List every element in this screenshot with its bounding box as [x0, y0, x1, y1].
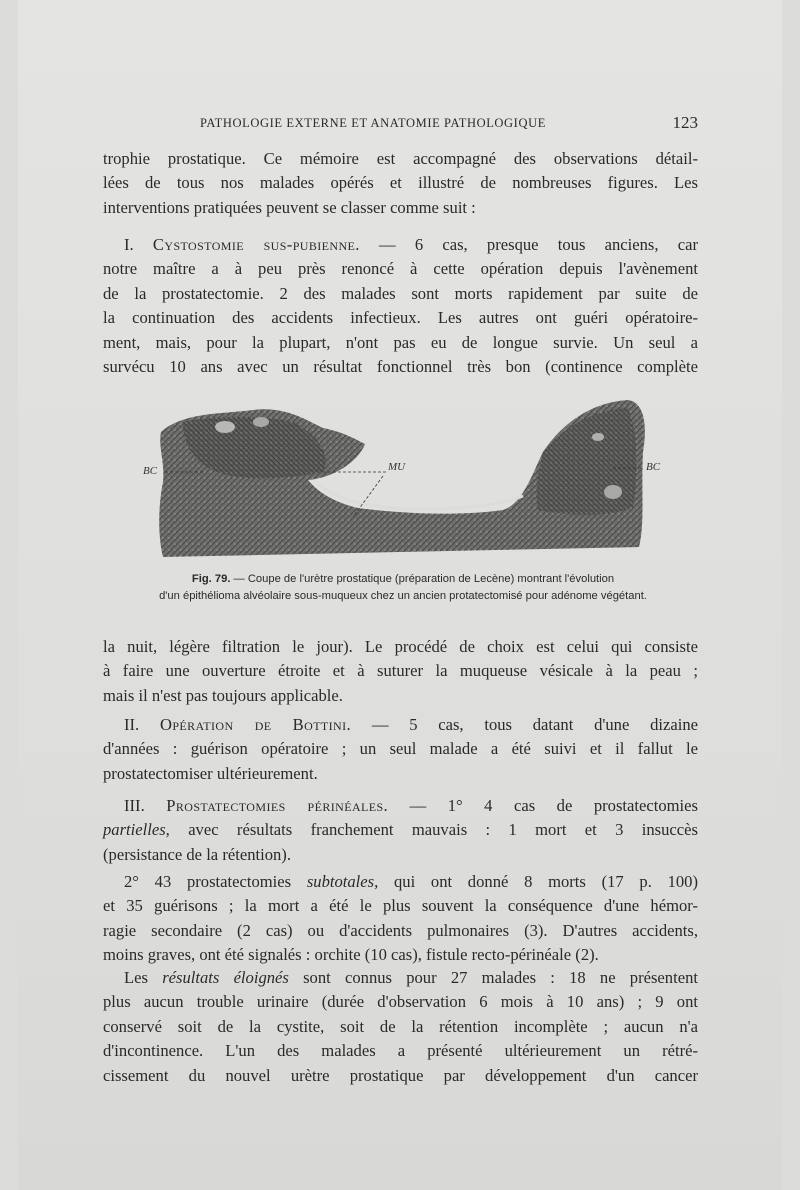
- text-line: la continuation des accidents infectieux. Les autres ont guéri opératoire-: [103, 308, 698, 328]
- text-line: de la prostatectomie. 2 des malades sont morts rapidement par suite de: [103, 283, 698, 303]
- text-fragment: 2° 43 prostatectomies: [124, 872, 307, 891]
- text-line: à faire une ouverture étroite et à suturer la muqueuse vésicale à la peau ;: [103, 661, 698, 681]
- text-line: d'incontinence. L'un des malades a présenté ultérieurement un rétré-: [103, 1041, 698, 1061]
- text-line: interventions pratiquées peuvent se classer comme suit :: [103, 197, 476, 217]
- text-line: prostatectomiser ultérieurement.: [103, 763, 318, 783]
- caption-text: d'un épithélioma alvéolaire sous-muqueux chez un ancien protatectomisé pour adénome végétant.: [159, 589, 647, 602]
- text-line: la nuit, légère filtration le jour). Le procédé de choix est celui qui consiste: [103, 637, 698, 656]
- label-bc-left: BC: [143, 465, 158, 477]
- text-fragment: — 1° 4 cas de prostatectomies: [388, 796, 698, 815]
- section-numeral: III.: [124, 796, 145, 815]
- text-line: lées de tous nos malades opérés et illustré de nombreuses figures. Les: [103, 173, 698, 193]
- book-page: [18, 0, 782, 1190]
- text-fragment: qui ont donné 8 morts (17 p. 100): [378, 872, 698, 891]
- italic-term: subtotales,: [306, 872, 379, 891]
- italic-term: résultats éloignés: [162, 968, 289, 987]
- text-fragment: — 6 cas, presque tous anciens, car: [359, 235, 699, 254]
- text-line: mais il n'est pas toujours applicable.: [103, 685, 343, 705]
- text-line: plus aucun trouble urinaire (durée d'observation 6 mois à 10 ans) ; 9 ont: [103, 992, 698, 1012]
- text-line: moins graves, ont été signalés : orchite (10 cas), fistule recto-périnéale (2).: [103, 945, 599, 965]
- paragraph-3: [103, 870, 698, 968]
- section-heading: Opération de Bottini.: [159, 715, 352, 734]
- text-line: [103, 818, 698, 842]
- text-line: ragie secondaire (2 cas) ou d'accidents pulmonaires (3). D'autres accidents,: [103, 920, 698, 940]
- text-line: notre maître a à peu près renoncé à cette opération depuis l'avènement: [103, 259, 698, 279]
- section-bottini: [103, 713, 698, 786]
- label-bc-right: BC: [646, 461, 661, 473]
- figure-79: [143, 392, 663, 562]
- text-line: conservé soit de la cystite, soit de la rétention incomplète ; aucun n'a: [103, 1016, 698, 1036]
- section-heading: Prostatectomies périnéales.: [166, 796, 389, 815]
- glandular-alveolus: [215, 421, 235, 433]
- text-fragment: — 5 cas, tous datant d'une dizaine: [351, 715, 698, 734]
- glandular-alveolus: [253, 417, 269, 427]
- paragraph-2: [103, 635, 698, 708]
- tissue-section: [537, 408, 637, 515]
- text-fragment: avec résultats franchement mauvais : 1 mort et 3 insuccès: [169, 820, 698, 840]
- figure-number: Fig. 79.: [191, 573, 231, 585]
- italic-term: partielles,: [103, 820, 170, 840]
- section-numeral: II.: [124, 715, 140, 734]
- caption-text: — Coupe de l'urètre prostatique (préparation de Lecène) montrant l'évolution: [230, 573, 615, 585]
- section-numeral: I.: [124, 235, 134, 254]
- text-line: [103, 870, 698, 894]
- glandular-alveolus: [592, 433, 604, 441]
- figure-caption: [113, 571, 693, 604]
- text-line: survécu 10 ans avec un résultat fonctionnel très bon (continence complète: [103, 357, 698, 377]
- running-title: PATHOLOGIE EXTERNE ET ANATOMIE PATHOLOGIQUE: [200, 116, 546, 130]
- text-line: (persistance de la rétention).: [103, 844, 291, 864]
- running-head: [103, 113, 698, 135]
- text-line: cissement du nouvel urètre prostatique par développement d'un cancer: [103, 1065, 698, 1085]
- section-prostatectomies: [103, 794, 698, 867]
- paragraph-4: [103, 966, 698, 1088]
- urethral-lumen: [318, 484, 523, 509]
- text-line: [103, 966, 698, 990]
- section-heading: Cystostomie sus-pubienne.: [152, 235, 360, 254]
- text-line: ment, mais, pour la plupart, n'ont pas eu de longue survie. Un seul a: [103, 332, 698, 352]
- text-line: d'années : guérison opératoire ; un seul malade a été suivi et il fallut le: [103, 739, 698, 759]
- text-line: trophie prostatique. Ce mémoire est accompagné des observations détail-: [103, 149, 698, 168]
- page-number: 123: [672, 113, 698, 132]
- text-fragment: sont connus pour 27 malades : 18 ne présentent: [288, 968, 698, 987]
- section-cystostomie: [103, 233, 698, 379]
- text-line: [103, 713, 698, 737]
- label-mu: MU: [388, 461, 406, 473]
- text-line: [103, 233, 698, 257]
- text-line: et 35 guérisons ; la mort a été le plus souvent la conséquence d'une hémor-: [103, 896, 698, 916]
- glandular-alveolus: [604, 485, 622, 499]
- text-fragment: Les: [124, 968, 163, 987]
- paragraph-1: [103, 147, 698, 220]
- histology-illustration: [143, 392, 663, 562]
- text-line: [103, 794, 698, 818]
